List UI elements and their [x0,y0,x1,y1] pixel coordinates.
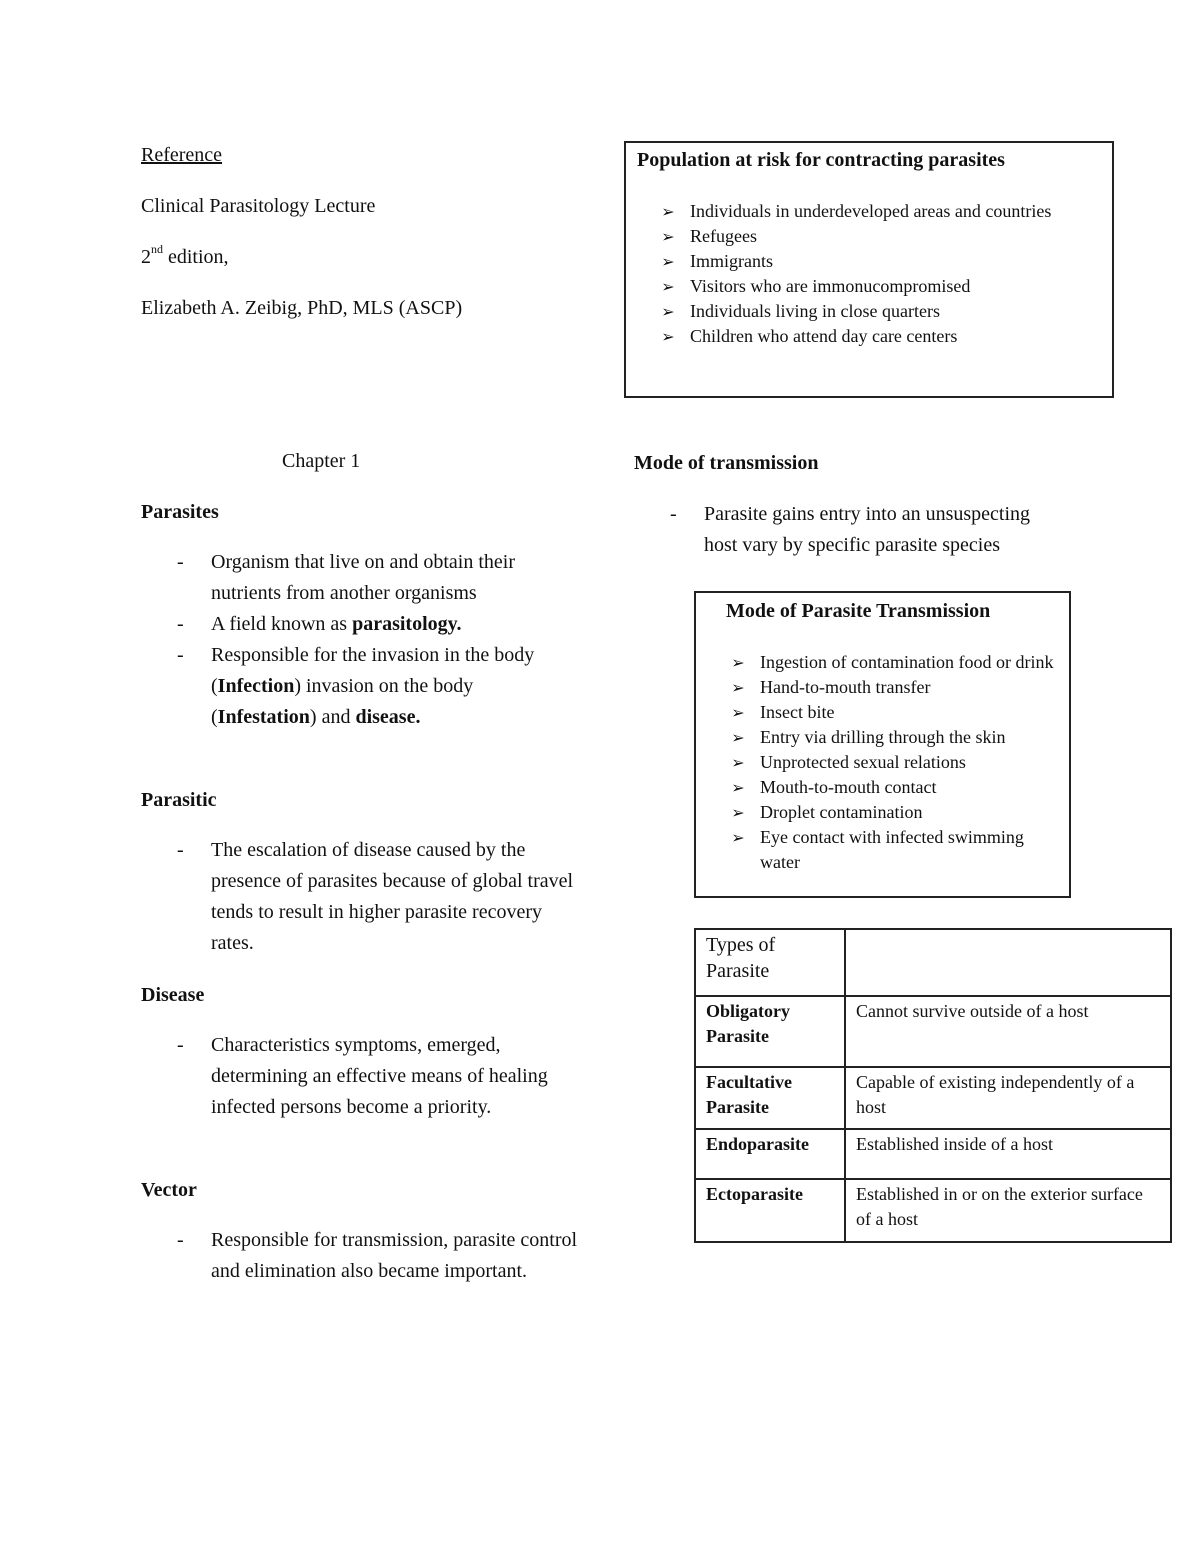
reference-label: Reference [141,144,223,166]
table-cell-type: Endoparasite [695,1129,845,1179]
table-cell-type: Facultative Parasite [695,1067,845,1129]
arrow-bullet-icon: ➢ [731,803,745,822]
transmission-list [634,499,1054,561]
list-item: - Characteristics symptoms, emerged, determining an effective means of healing infected persons become a priority. [141,1030,581,1123]
arrow-bullet-icon: ➢ [731,728,745,747]
reference-author: Elizabeth A. Zeibig, PhD, MLS (ASCP) [141,297,463,319]
parasite-types-table [694,928,1172,1243]
list-item: ➢ Refugees [656,224,1066,249]
arrow-bullet-icon: ➢ [661,202,675,221]
list-item: ➢ Children who attend day care centers [656,324,1066,349]
heading-vector: Vector [141,1179,197,1201]
vector-list [141,1225,581,1287]
table-row [695,996,1171,1067]
table-cell-desc: Capable of existing independently of a host [845,1067,1171,1129]
arrow-bullet-icon: ➢ [731,653,745,672]
arrow-bullet-icon: ➢ [731,753,745,772]
arrow-bullet-icon: ➢ [661,227,675,246]
list-item: ➢ Visitors who are immonucompromised [656,274,1066,299]
edition-number: 2 [141,246,151,268]
list-item: ➢ Eye contact with infected swimming water [726,825,1061,875]
arrow-bullet-icon: ➢ [661,252,675,271]
arrow-bullet-icon: ➢ [661,327,675,346]
table-cell-desc: Cannot survive outside of a host [845,996,1171,1067]
arrow-bullet-icon: ➢ [661,302,675,321]
list-item: - Parasite gains entry into an unsuspecting host vary by specific parasite species [634,499,1054,561]
heading-parasitic: Parasitic [141,789,217,811]
reference-edition [141,242,229,273]
list-item: ➢ Unprotected sexual relations [726,750,1061,775]
list-item: - Responsible for the invasion in the body (Infection) invasion on the body (Infestation) and disease. [141,640,581,733]
list-item: ➢ Individuals in underdeveloped areas and countries [656,199,1066,224]
table-row [695,1179,1171,1242]
list-item: ➢ Insect bite [726,700,1061,725]
arrow-bullet-icon: ➢ [731,678,745,697]
edition-text: edition, [163,246,229,268]
arrow-bullet-icon: ➢ [661,277,675,296]
heading-parasites: Parasites [141,501,219,523]
table-cell-type: Obligatory Parasite [695,996,845,1067]
reference-title: Clinical Parasitology Lecture [141,195,376,217]
table-row [695,1067,1171,1129]
table-cell-desc: Established in or on the exterior surface of a host [845,1179,1171,1242]
table-header-row [695,929,1171,996]
list-item: ➢ Mouth-to-mouth contact [726,775,1061,800]
table-cell-desc: Established inside of a host [845,1129,1171,1179]
list-item: - A field known as parasitology. [141,609,581,640]
list-item: ➢ Droplet contamination [726,800,1061,825]
list-item: ➢ Hand-to-mouth transfer [726,675,1061,700]
list-item: ➢ Entry via drilling through the skin [726,725,1061,750]
risk-list [656,199,1066,349]
list-item: ➢ Immigrants [656,249,1066,274]
mode-of-parasite-transmission-box [694,591,1071,898]
table-header-cell: Types of Parasite [695,929,845,996]
risk-population-box [624,141,1114,398]
chapter-title: Chapter 1 [282,450,361,472]
arrow-bullet-icon: ➢ [731,778,745,797]
list-item: - Responsible for transmission, parasite control and elimination also became important. [141,1225,581,1287]
list-item: ➢ Individuals living in close quarters [656,299,1066,324]
table-cell-type: Ectoparasite [695,1179,845,1242]
table-row [695,1129,1171,1179]
heading-disease: Disease [141,984,205,1006]
list-item: - The escalation of disease caused by the presence of parasites because of global travel tends to result in higher parasite recovery rates. [141,835,581,959]
arrow-bullet-icon: ➢ [731,703,745,722]
edition-superscript: nd [151,242,163,257]
arrow-bullet-icon: ➢ [731,828,745,847]
list-item: ➢ Ingestion of contamination food or drink [726,650,1061,675]
parasitic-list [141,835,581,959]
parasites-list [141,547,581,733]
risk-box-title: Population at risk for contracting parasites [637,149,1005,171]
mode-box-title: Mode of Parasite Transmission [726,600,991,622]
disease-list [141,1030,581,1123]
table-header-cell [845,929,1171,996]
heading-mode-of-transmission: Mode of transmission [634,452,819,474]
list-item: - Organism that live on and obtain their nutrients from another organisms [141,547,581,609]
mode-list [726,650,1061,875]
